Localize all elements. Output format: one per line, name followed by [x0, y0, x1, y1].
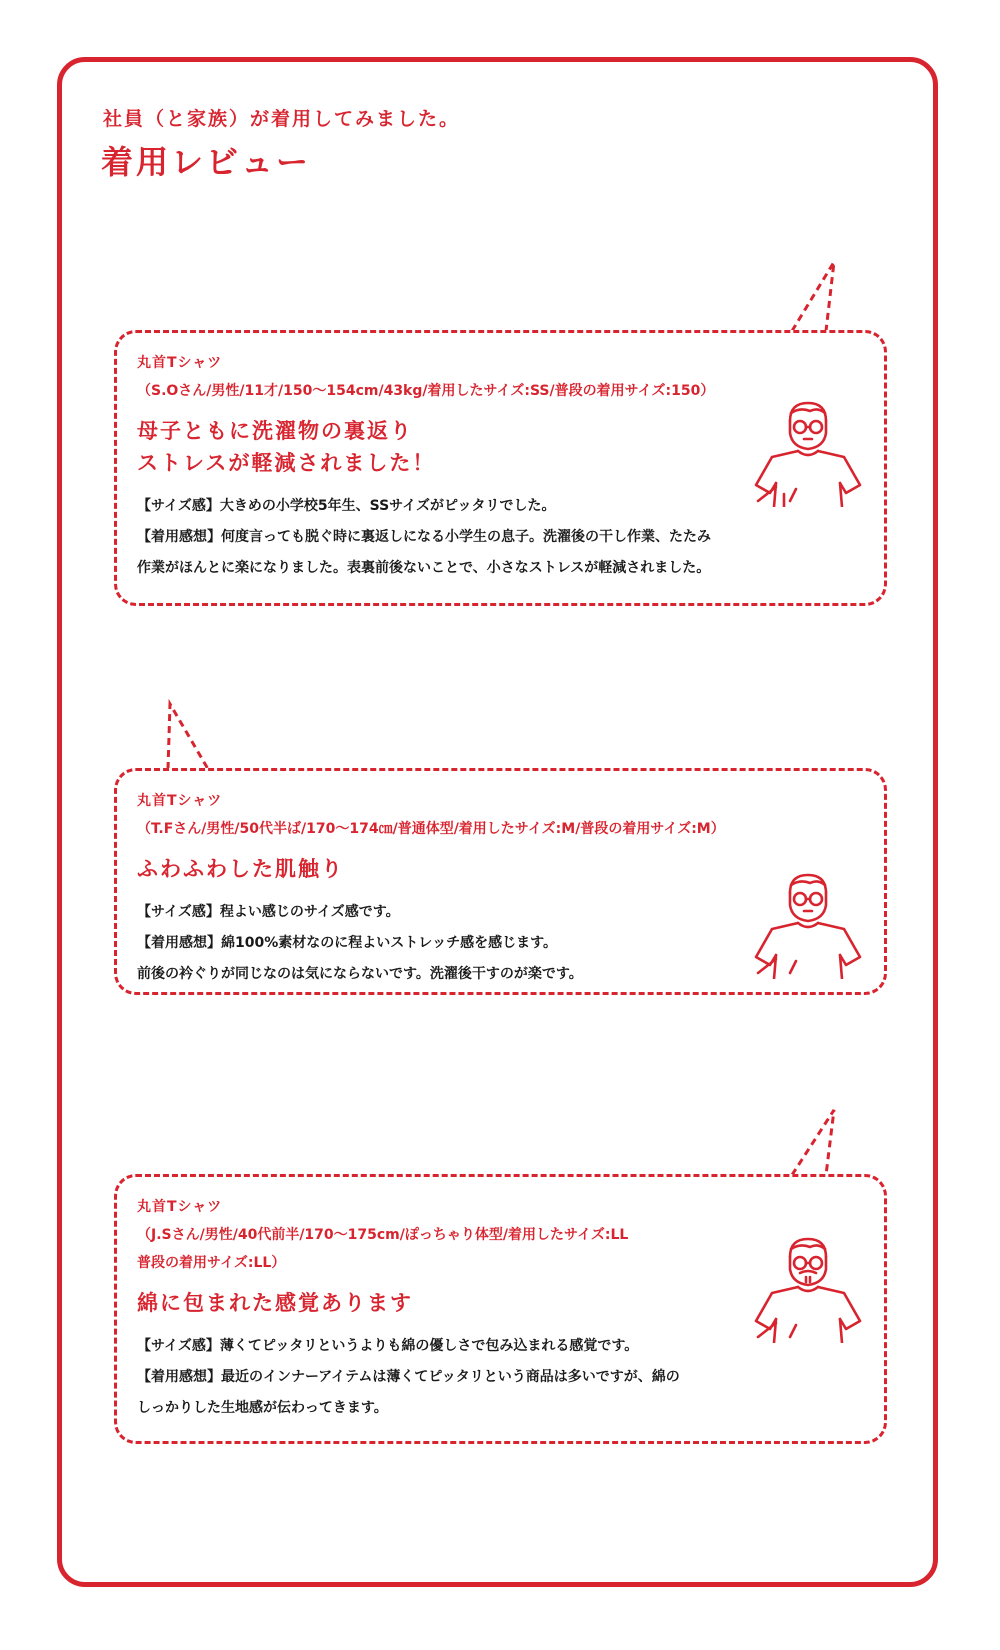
- review-headline: 母子ともに洗濯物の裏返り ストレスが軽減されました！: [137, 419, 436, 475]
- review-card-2: [114, 768, 887, 995]
- review-card-1: [114, 330, 887, 606]
- page-title: 着用レビュー: [101, 143, 312, 181]
- review-product: 丸首Tシャツ: [137, 793, 223, 809]
- review-body: 【サイズ感】程よい感じのサイズ感です。 【着用感想】綿100%素材なのに程よいストレッチ感を感じます。 前後の衿ぐりが同じなのは気にならないです。洗濯後干すのが楽です。: [137, 904, 583, 982]
- review-product: 丸首Tシャツ: [137, 355, 223, 371]
- review-card-3: [114, 1174, 887, 1444]
- review-profile: （J.Sさん/男性/40代前半/170〜175cm/ぽっちゃり体型/着用したサイズ:LL 普段の着用サイズ:LL）: [137, 1227, 629, 1271]
- review-headline: 綿に包まれた感覚あります: [137, 1291, 413, 1315]
- man-with-glasses-icon: [750, 863, 866, 979]
- page-subtitle: 社員（と家族）が着用してみました。: [103, 108, 461, 130]
- man-with-glasses-mustache-icon: [750, 1227, 866, 1343]
- review-body: 【サイズ感】薄くてピッタリというよりも綿の優しさで包み込まれる感覚です。 【着用感想】最近のインナーアイテムは薄くてピッタリという商品は多いですが、綿の しっかりした生地感が伝わってきます。: [137, 1338, 680, 1416]
- review-profile: （S.Oさん/男性/11才/150〜154cm/43kg/着用したサイズ:SS/普段の着用サイズ:150）: [137, 383, 715, 399]
- man-with-glasses-icon: [750, 391, 866, 507]
- review-product: 丸首Tシャツ: [137, 1199, 223, 1215]
- review-body: 【サイズ感】大きめの小学校5年生、SSサイズがピッタリでした。 【着用感想】何度言っても脱ぐ時に裏返しになる小学生の息子。洗濯後の干し作業、たたみ 作業がほんとに楽になりました。表裏前後ないことで、小さなストレスが軽減されました。: [137, 498, 711, 576]
- review-headline: ふわふわした肌触り: [137, 857, 344, 881]
- review-profile: （T.Fさん/男性/50代半ば/170〜174㎝/普通体型/着用したサイズ:M/普段の着用サイズ:M）: [137, 821, 725, 837]
